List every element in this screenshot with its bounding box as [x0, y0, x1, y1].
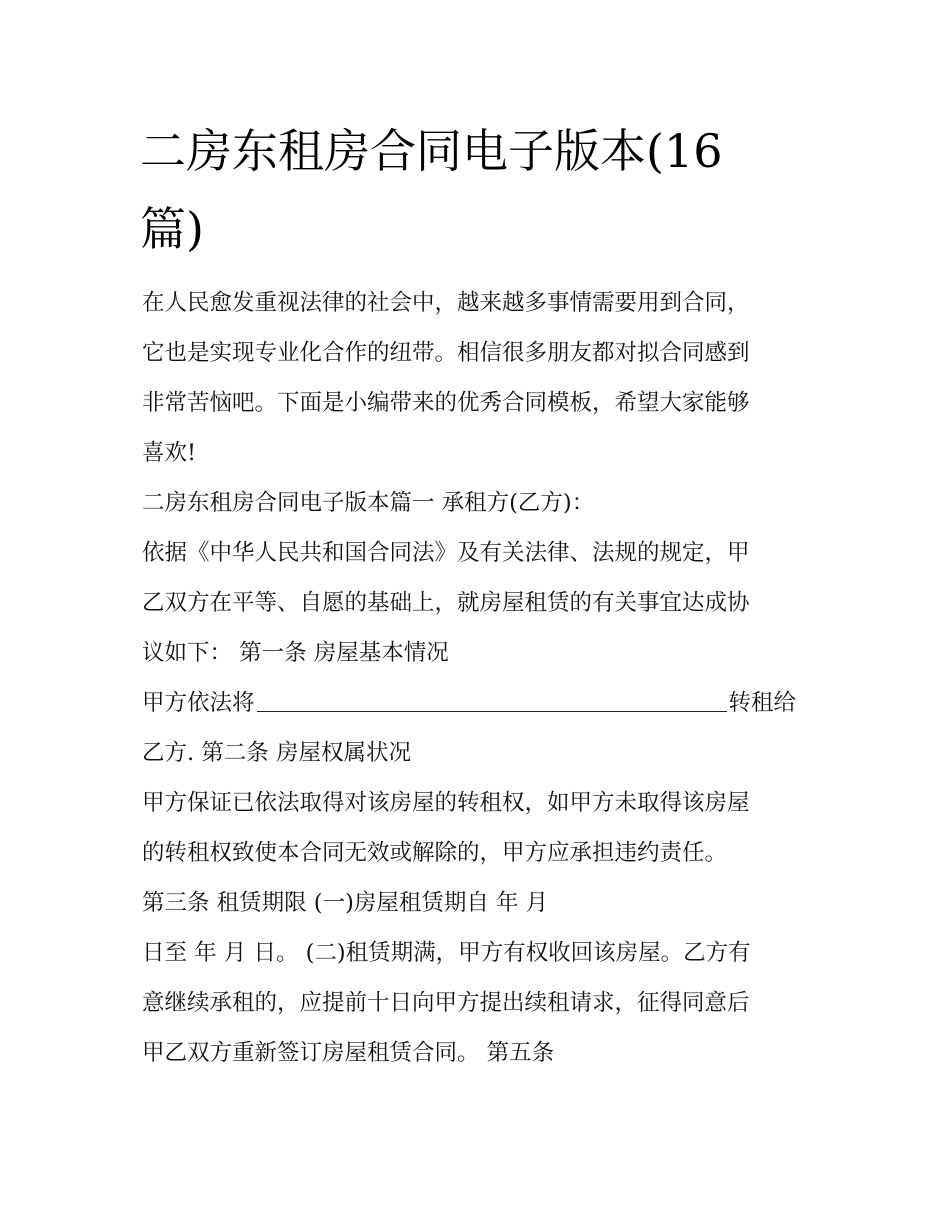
- basis-paragraph: [142, 528, 814, 678]
- document-body: [142, 278, 814, 1078]
- intro-line: 在人民愈发重视法律的社会中，越来越多事情需要用到合同，: [142, 290, 750, 316]
- title-line-1: 二房东租房合同电子版本(16: [140, 124, 723, 178]
- intro-line: 喜欢!: [142, 440, 197, 466]
- section-heading: [142, 478, 814, 528]
- term-line: 第三条 租赁期限 (一)房屋租赁期自 年 月: [142, 890, 549, 916]
- title-line-2: 篇): [140, 202, 204, 256]
- article2-line: 乙方. 第二条 房屋权属状况: [142, 740, 411, 766]
- intro-paragraph: [142, 278, 814, 478]
- term-line: 甲乙双方重新签订房屋租赁合同。 第五条: [142, 1040, 555, 1066]
- term-line: 意继续承租的，应提前十日向甲方提出续租请求，征得同意后: [142, 990, 750, 1016]
- term-line: 日至 年 月 日。 (二)租赁期满，甲方有权收回该房屋。乙方有: [142, 940, 751, 966]
- basis-line: 依据《中华人民共和国合同法》及有关法律、法规的规定，甲: [142, 540, 750, 566]
- section-heading-text: 二房东租房合同电子版本篇一 承租方(乙方)：: [142, 490, 595, 516]
- basis-line: 议如下： 第一条 房屋基本情况: [142, 640, 449, 666]
- basis-line: 乙双方在平等、自愿的基础上，就房屋租赁的有关事宜达成协: [142, 590, 750, 616]
- term-paragraph: [142, 878, 814, 1078]
- intro-line: 它也是实现专业化合作的纽带。相信很多朋友都对拟合同感到: [142, 340, 750, 366]
- sublet-suffix: 转租给: [728, 690, 797, 716]
- sublet-paragraph: [142, 678, 814, 778]
- ownership-paragraph: [142, 778, 814, 878]
- sublet-line: [142, 678, 814, 728]
- document-title: [140, 112, 820, 268]
- ownership-line: 甲方保证已依法取得对该房屋的转租权，如甲方未取得该房屋: [142, 790, 750, 816]
- sublet-prefix: 甲方依法将: [142, 690, 255, 716]
- intro-line: 非常苦恼吧。下面是小编带来的优秀合同模板，希望大家能够: [142, 390, 750, 416]
- property-fill-blank: [257, 711, 727, 712]
- ownership-line: 的转租权致使本合同无效或解除的，甲方应承担违约责任。: [142, 840, 728, 866]
